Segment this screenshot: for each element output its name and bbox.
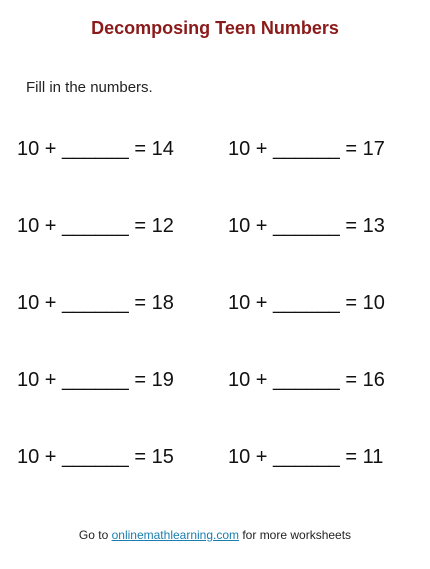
problem-item: 10 + ______ = 14: [17, 138, 174, 160]
problem-item: 10 + ______ = 16: [228, 369, 385, 391]
problem-item: 10 + ______ = 11: [228, 446, 384, 468]
footer: [0, 528, 430, 542]
site-link[interactable]: onlinemathlearning.com: [111, 528, 240, 542]
page-title: Decomposing Teen Numbers: [91, 18, 339, 38]
problem-row: [17, 365, 417, 442]
problem-row: [17, 211, 417, 288]
problem-item: 10 + ______ = 19: [17, 369, 174, 391]
problem-item: 10 + ______ = 12: [17, 215, 174, 237]
problem-grid: [17, 134, 417, 519]
problem-item: 10 + ______ = 15: [17, 446, 174, 468]
problem-item: 10 + ______ = 10: [228, 292, 385, 314]
problem-item: 10 + ______ = 13: [228, 215, 385, 237]
problem-row: [17, 134, 417, 211]
problem-item: 10 + ______ = 18: [17, 292, 174, 314]
footer-suffix: for more worksheets: [239, 528, 352, 542]
problem-row: [17, 442, 417, 519]
footer-prefix: Go to: [78, 528, 112, 542]
problem-row: [17, 288, 417, 365]
instruction-text: Fill in the numbers.: [26, 79, 153, 96]
problem-item: 10 + ______ = 17: [228, 138, 385, 160]
